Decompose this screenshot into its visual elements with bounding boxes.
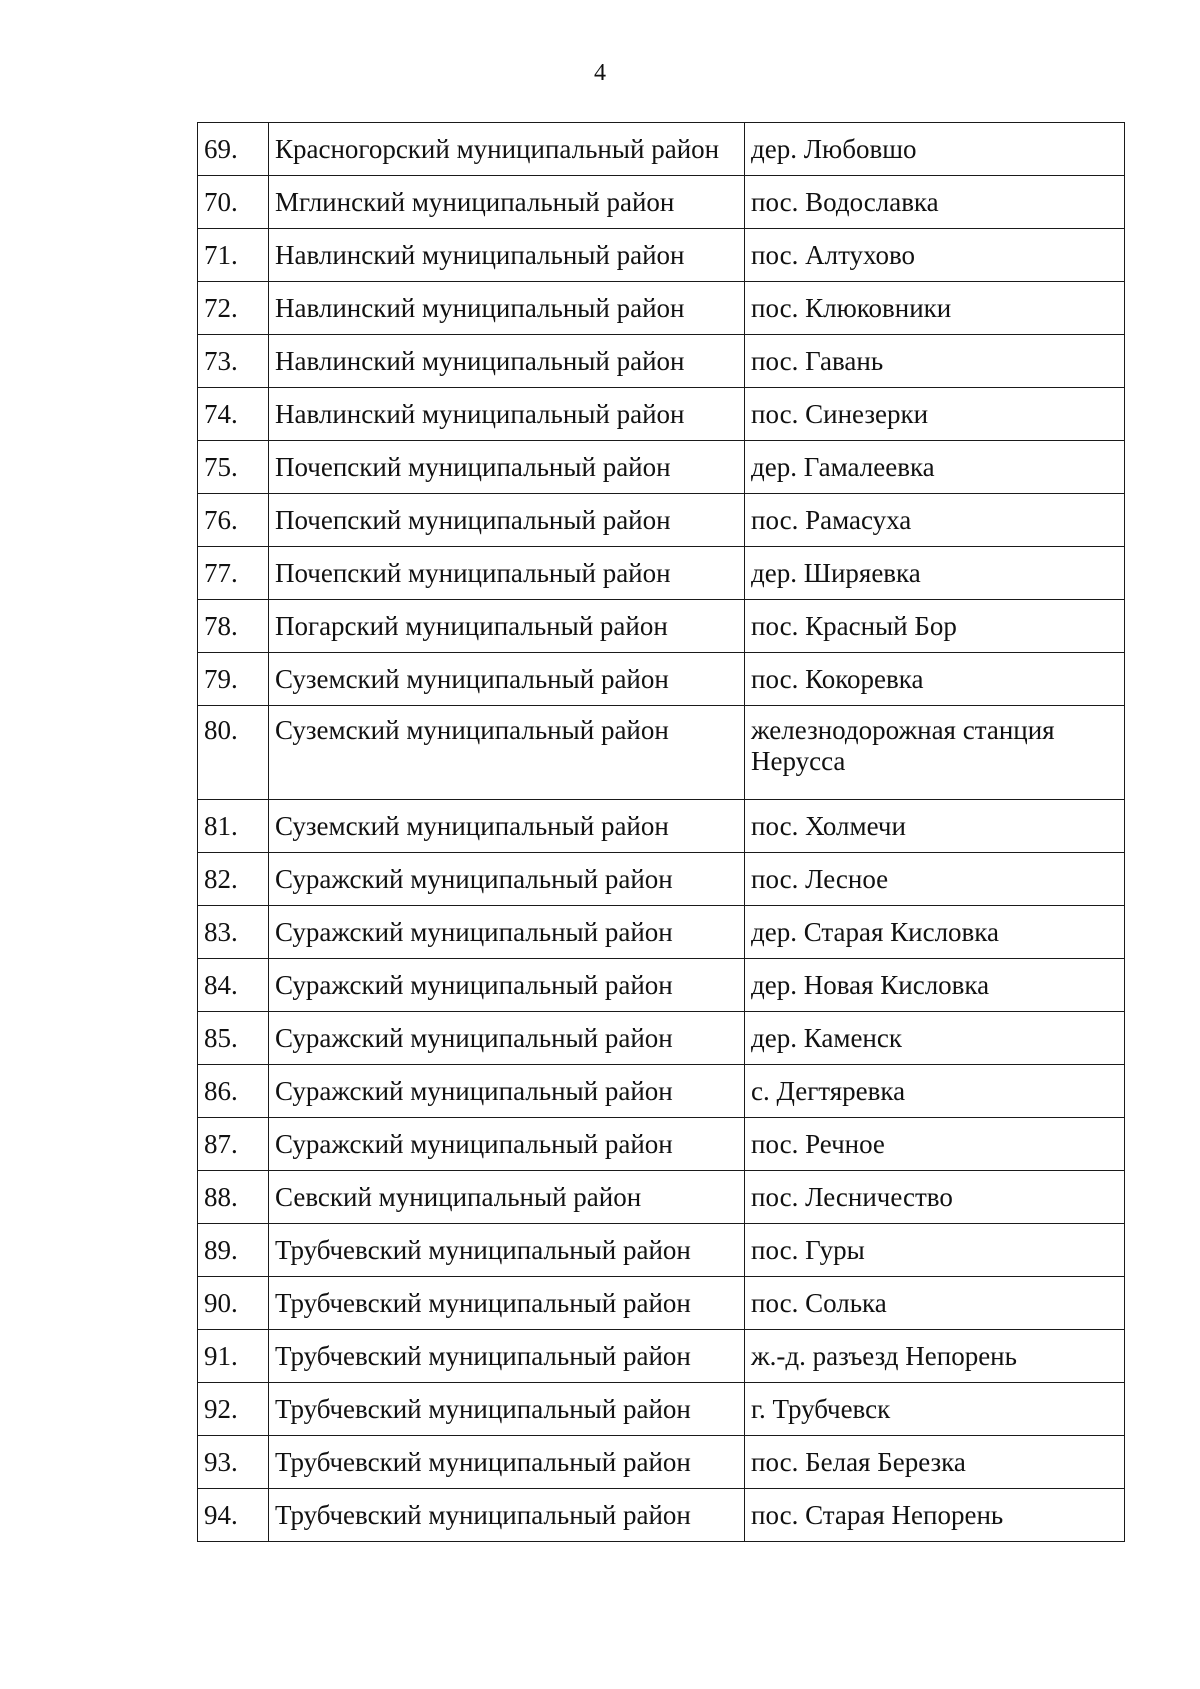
table-row xyxy=(198,706,1125,800)
district-cell: Суражский муниципальный район xyxy=(269,853,745,906)
row-number-cell: 89. xyxy=(198,1224,269,1277)
row-number-cell: 92. xyxy=(198,1383,269,1436)
district-cell: Трубчевский муниципальный район xyxy=(269,1330,745,1383)
district-cell: Мглинский муниципальный район xyxy=(269,176,745,229)
settlement-cell: пос. Синезерки xyxy=(745,388,1125,441)
settlement-cell: дер. Ширяевка xyxy=(745,547,1125,600)
row-number-cell: 78. xyxy=(198,600,269,653)
district-cell: Трубчевский муниципальный район xyxy=(269,1277,745,1330)
settlement-cell: пос. Лесничество xyxy=(745,1171,1125,1224)
table-row xyxy=(198,441,1125,494)
settlement-cell: пос. Старая Непорень xyxy=(745,1489,1125,1542)
table-row xyxy=(198,653,1125,706)
row-number-cell: 73. xyxy=(198,335,269,388)
district-cell: Почепский муниципальный район xyxy=(269,441,745,494)
row-number-cell: 71. xyxy=(198,229,269,282)
district-cell: Суземский муниципальный район xyxy=(269,800,745,853)
table-row xyxy=(198,335,1125,388)
settlement-cell: с. Дегтяревка xyxy=(745,1065,1125,1118)
row-number-cell: 74. xyxy=(198,388,269,441)
district-cell: Трубчевский муниципальный район xyxy=(269,1489,745,1542)
settlement-cell: пос. Клюковники xyxy=(745,282,1125,335)
settlement-cell: пос. Красный Бор xyxy=(745,600,1125,653)
table-row xyxy=(198,959,1125,1012)
table-row xyxy=(198,1277,1125,1330)
district-cell: Суражский муниципальный район xyxy=(269,1118,745,1171)
row-number-cell: 84. xyxy=(198,959,269,1012)
table-row xyxy=(198,1224,1125,1277)
row-number-cell: 88. xyxy=(198,1171,269,1224)
row-number-cell: 85. xyxy=(198,1012,269,1065)
row-number-cell: 79. xyxy=(198,653,269,706)
district-cell: Трубчевский муниципальный район xyxy=(269,1436,745,1489)
table-row xyxy=(198,388,1125,441)
settlement-cell: пос. Рамасуха xyxy=(745,494,1125,547)
table-row xyxy=(198,494,1125,547)
row-number-cell: 83. xyxy=(198,906,269,959)
table-row xyxy=(198,1065,1125,1118)
table-row xyxy=(198,1436,1125,1489)
table-row xyxy=(198,1489,1125,1542)
district-cell: Навлинский муниципальный район xyxy=(269,282,745,335)
settlement-cell: пос. Солька xyxy=(745,1277,1125,1330)
row-number-cell: 76. xyxy=(198,494,269,547)
district-cell: Почепский муниципальный район xyxy=(269,547,745,600)
table-row xyxy=(198,1330,1125,1383)
settlement-cell: дер. Гамалеевка xyxy=(745,441,1125,494)
table-row xyxy=(198,547,1125,600)
district-cell: Почепский муниципальный район xyxy=(269,494,745,547)
settlement-cell: г. Трубчевск xyxy=(745,1383,1125,1436)
settlement-cell: железнодорожная станция Нерусса xyxy=(745,706,1125,800)
settlement-cell: пос. Алтухово xyxy=(745,229,1125,282)
table-row xyxy=(198,229,1125,282)
row-number-cell: 87. xyxy=(198,1118,269,1171)
settlement-cell: пос. Водославка xyxy=(745,176,1125,229)
settlement-cell: пос. Речное xyxy=(745,1118,1125,1171)
settlements-table xyxy=(197,122,1125,1542)
table-row xyxy=(198,123,1125,176)
row-number-cell: 94. xyxy=(198,1489,269,1542)
table-row xyxy=(198,282,1125,335)
settlement-cell: пос. Гуры xyxy=(745,1224,1125,1277)
table-row xyxy=(198,600,1125,653)
row-number-cell: 86. xyxy=(198,1065,269,1118)
table-row xyxy=(198,853,1125,906)
district-cell: Красногорский муниципальный район xyxy=(269,123,745,176)
settlement-cell: дер. Каменск xyxy=(745,1012,1125,1065)
district-cell: Трубчевский муниципальный район xyxy=(269,1383,745,1436)
row-number-cell: 80. xyxy=(198,706,269,800)
table-row xyxy=(198,906,1125,959)
district-cell: Трубчевский муниципальный район xyxy=(269,1224,745,1277)
district-cell: Навлинский муниципальный район xyxy=(269,229,745,282)
district-cell: Навлинский муниципальный район xyxy=(269,335,745,388)
settlements-table-body xyxy=(198,123,1125,1542)
row-number-cell: 91. xyxy=(198,1330,269,1383)
district-cell: Суражский муниципальный район xyxy=(269,1012,745,1065)
table-row xyxy=(198,1118,1125,1171)
settlement-cell: дер. Новая Кисловка xyxy=(745,959,1125,1012)
table-row xyxy=(198,800,1125,853)
district-cell: Суражский муниципальный район xyxy=(269,959,745,1012)
row-number-cell: 90. xyxy=(198,1277,269,1330)
row-number-cell: 75. xyxy=(198,441,269,494)
settlement-cell: дер. Старая Кисловка xyxy=(745,906,1125,959)
row-number-cell: 82. xyxy=(198,853,269,906)
table-row xyxy=(198,1171,1125,1224)
settlement-cell: пос. Белая Березка xyxy=(745,1436,1125,1489)
settlement-cell: ж.-д. разъезд Непорень xyxy=(745,1330,1125,1383)
settlement-cell: дер. Любовшо xyxy=(745,123,1125,176)
settlement-cell: пос. Лесное xyxy=(745,853,1125,906)
page-number: 4 xyxy=(594,60,606,86)
table-row xyxy=(198,1012,1125,1065)
district-cell: Суземский муниципальный район xyxy=(269,706,745,800)
settlement-cell: пос. Кокоревка xyxy=(745,653,1125,706)
row-number-cell: 69. xyxy=(198,123,269,176)
row-number-cell: 93. xyxy=(198,1436,269,1489)
row-number-cell: 81. xyxy=(198,800,269,853)
row-number-cell: 72. xyxy=(198,282,269,335)
settlement-cell: пос. Холмечи xyxy=(745,800,1125,853)
table-row xyxy=(198,1383,1125,1436)
table-row xyxy=(198,176,1125,229)
settlement-cell: пос. Гавань xyxy=(745,335,1125,388)
row-number-cell: 70. xyxy=(198,176,269,229)
district-cell: Севский муниципальный район xyxy=(269,1171,745,1224)
district-cell: Суражский муниципальный район xyxy=(269,906,745,959)
district-cell: Погарский муниципальный район xyxy=(269,600,745,653)
district-cell: Суражский муниципальный район xyxy=(269,1065,745,1118)
row-number-cell: 77. xyxy=(198,547,269,600)
district-cell: Суземский муниципальный район xyxy=(269,653,745,706)
district-cell: Навлинский муниципальный район xyxy=(269,388,745,441)
